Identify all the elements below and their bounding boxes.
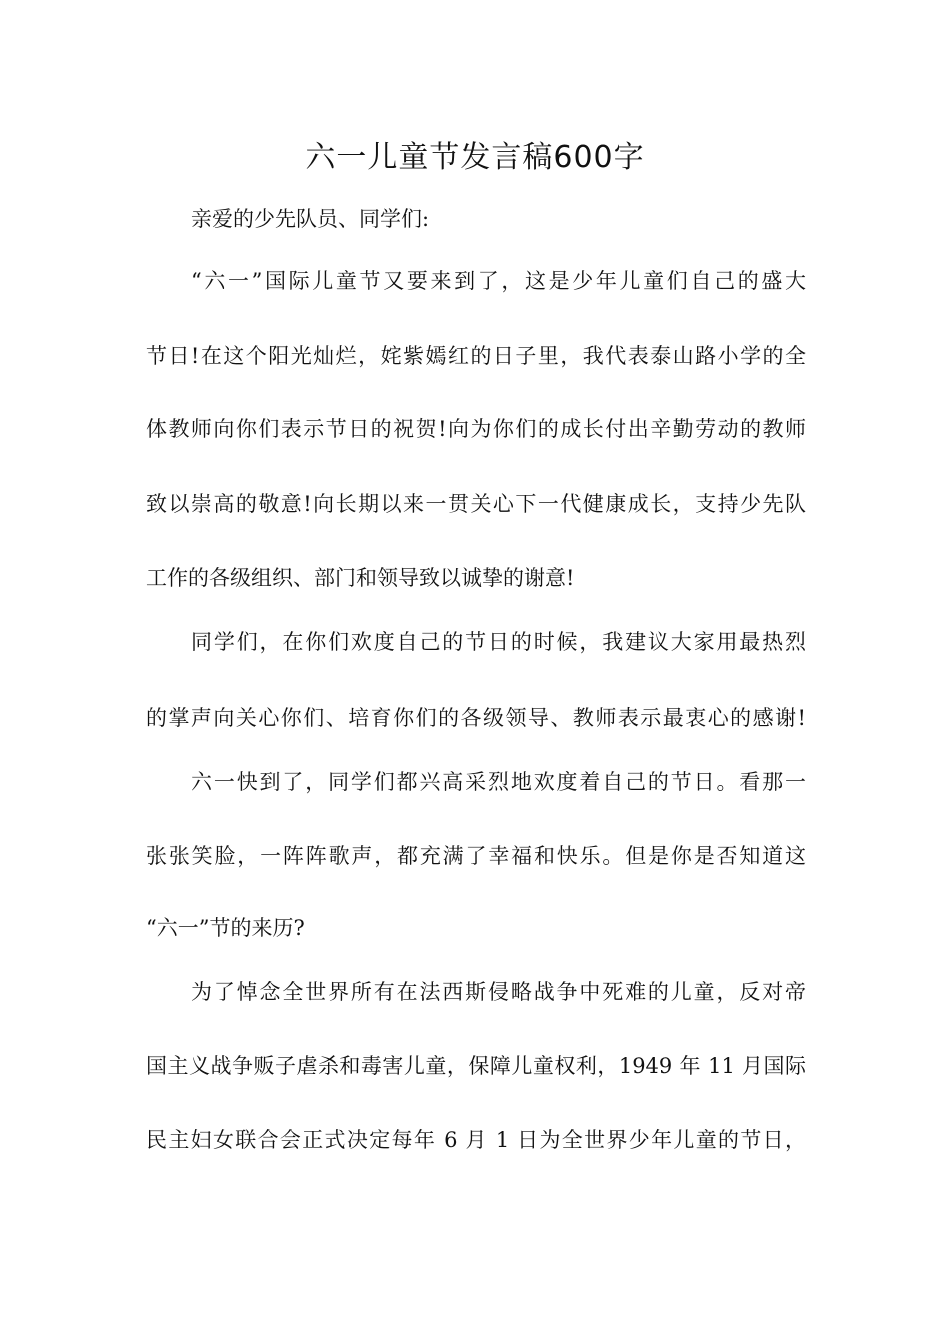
text-line: 工作的各级组织、部门和领导致以诚挚的谢意! <box>146 566 575 590</box>
text-line: 国主义战争贩子虐杀和毒害儿童，保障儿童权利，1949 年 11 月国际 <box>146 1054 806 1078</box>
text-line: 同学们，在你们欢度自己的节日的时候，我建议大家用最热烈 <box>191 630 806 654</box>
text-line: 民主妇女联合会正式决定每年 6 月 1 日为全世界少年儿童的节日， <box>146 1128 806 1152</box>
text-line: “六一”节的来历? <box>146 916 305 940</box>
text-line: 亲爱的少先队员、同学们: <box>191 207 430 231</box>
text-line: 张张笑脸，一阵阵歌声，都充满了幸福和快乐。但是你是否知道这 <box>146 844 806 868</box>
text-line: 节日!在这个阳光灿烂，姹紫嫣红的日子里，我代表泰山路小学的全 <box>146 344 806 368</box>
text-line: 致以崇高的敬意!向长期以来一贯关心下一代健康成长，支持少先队 <box>146 492 806 516</box>
text-line: 的掌声向关心你们、培育你们的各级领导、教师表示最衷心的感谢! <box>146 706 806 730</box>
text-line: 为了悼念全世界所有在法西斯侵略战争中死难的儿童，反对帝 <box>191 980 806 1004</box>
text-line: 六一快到了，同学们都兴高采烈地欢度着自己的节日。看那一 <box>191 770 806 794</box>
document-title: 六一儿童节发言稿600字 <box>305 140 645 175</box>
text-line: “六一”国际儿童节又要来到了，这是少年儿童们自己的盛大 <box>191 269 806 293</box>
text-line: 体教师向你们表示节日的祝贺!向为你们的成长付出辛勤劳动的教师 <box>146 417 806 441</box>
